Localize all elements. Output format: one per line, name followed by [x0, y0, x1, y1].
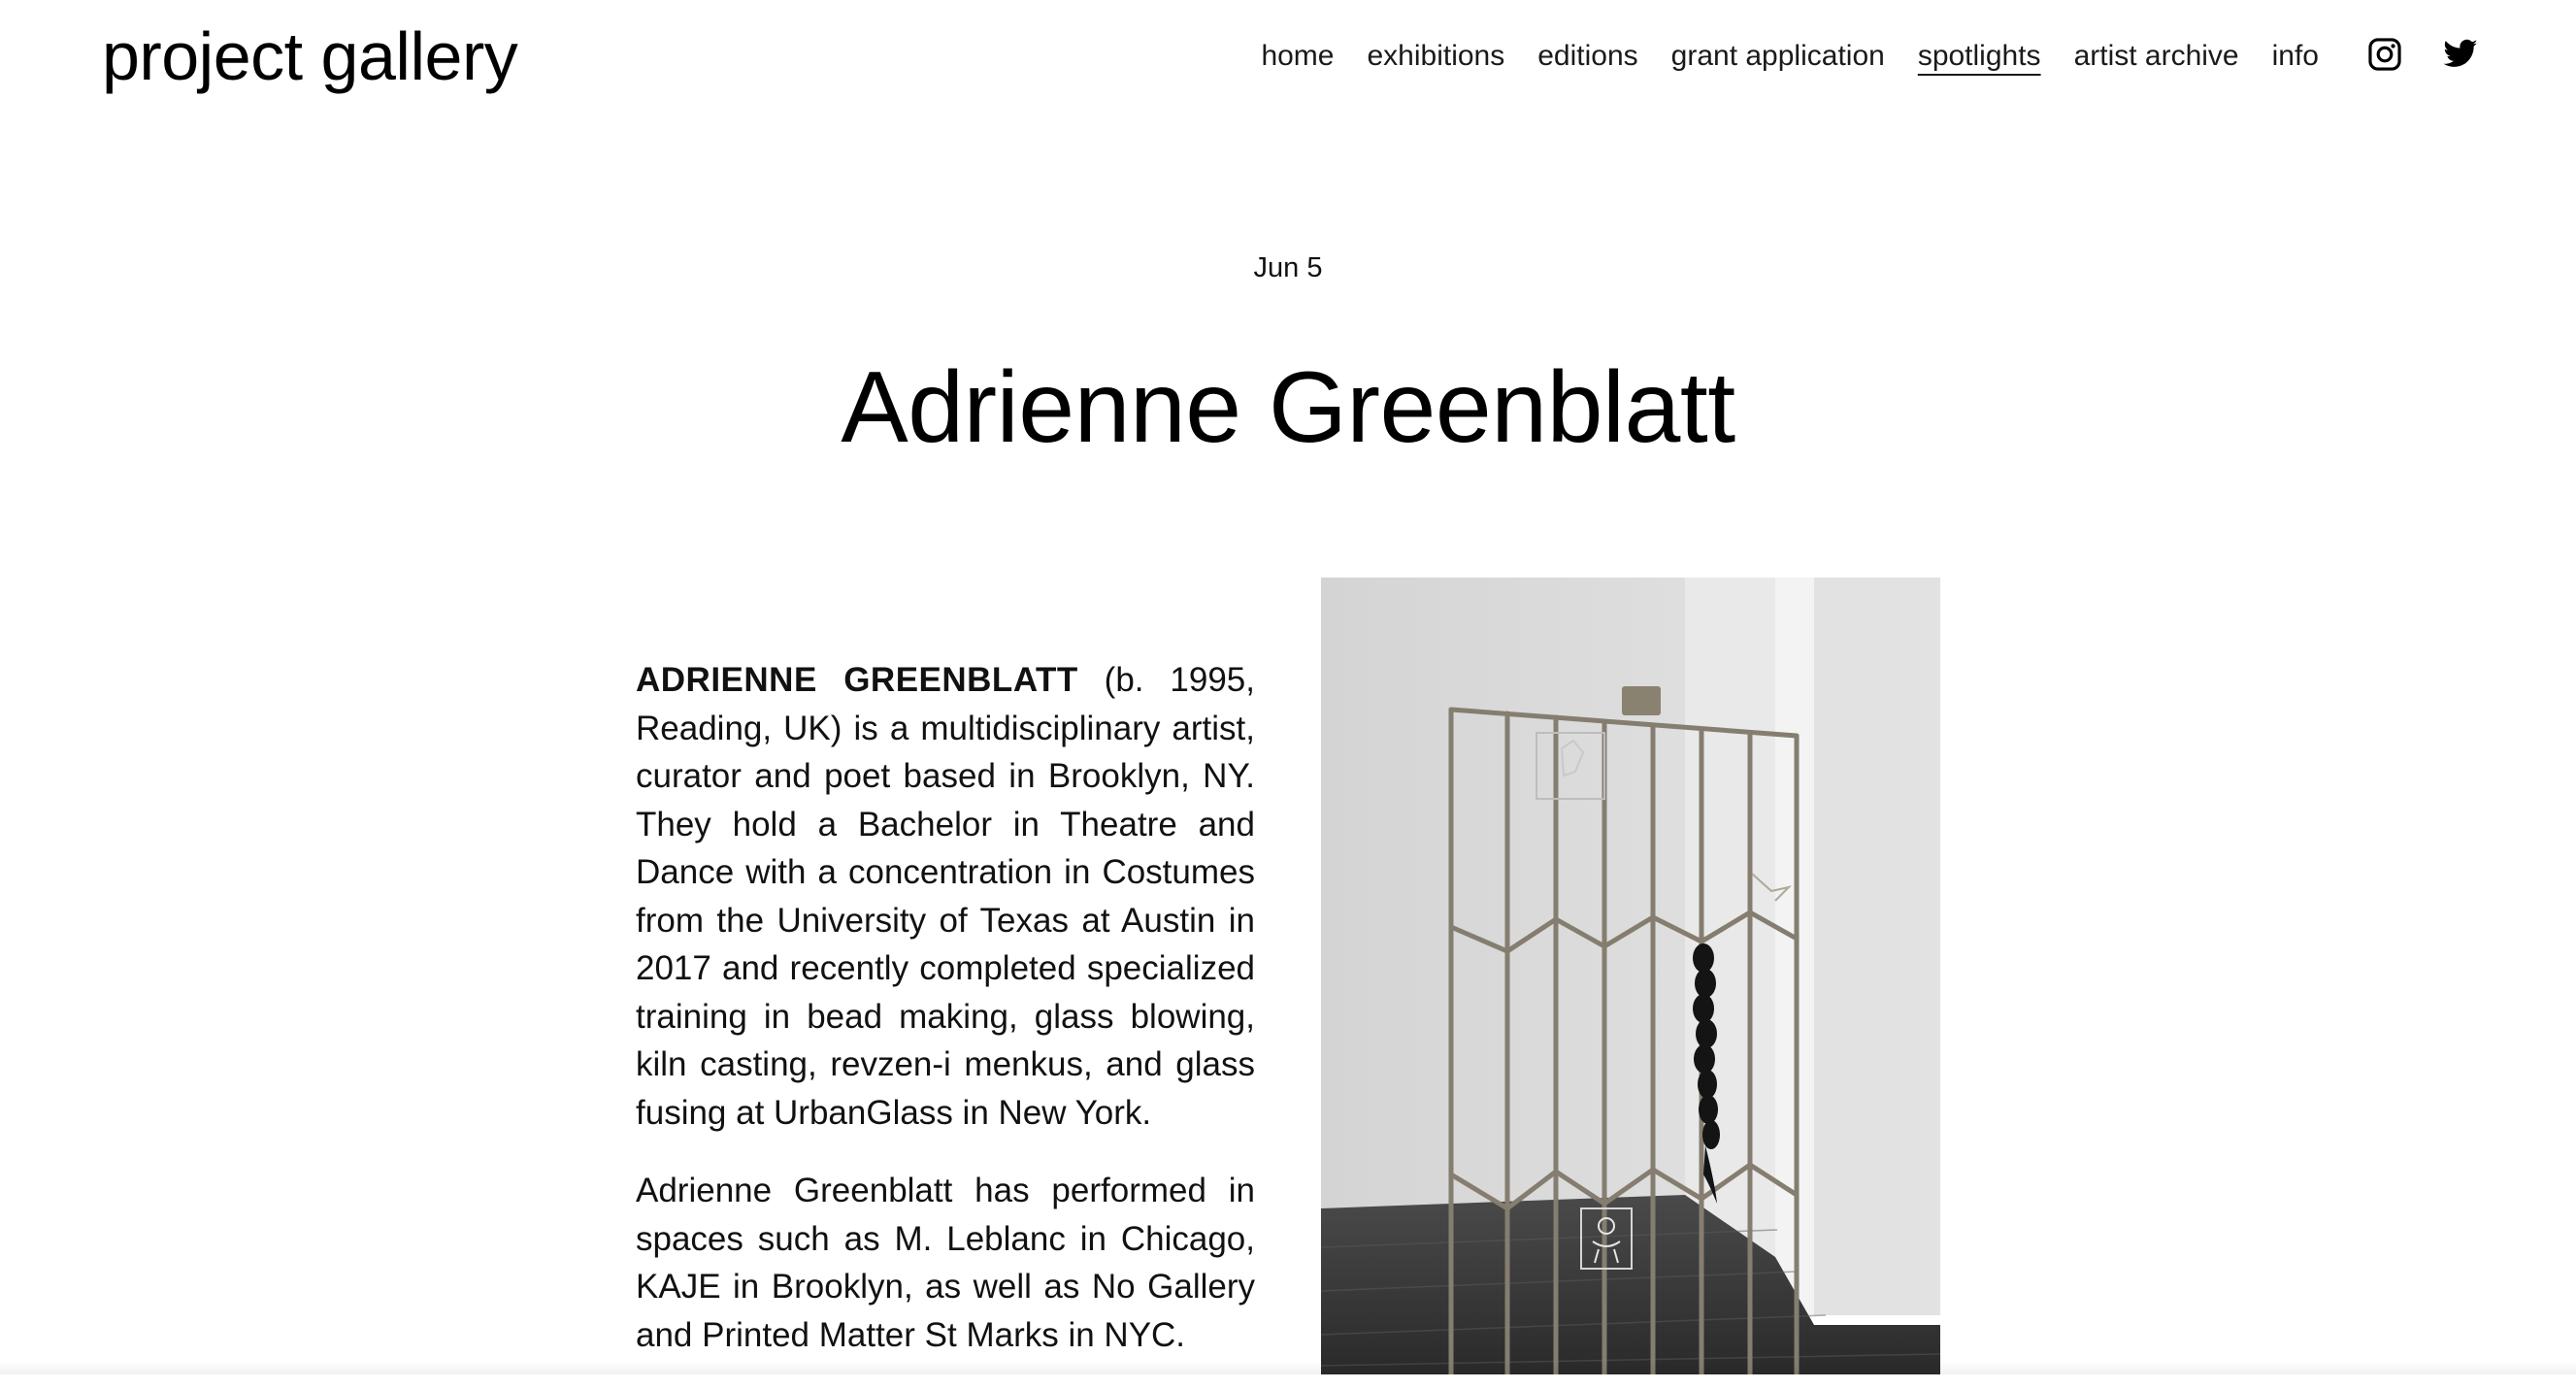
nav-item-spotlights[interactable]: spotlights: [1918, 37, 2041, 76]
site-header: [0, 0, 2576, 116]
social-links: [2366, 36, 2479, 73]
artwork-image: [1321, 578, 1940, 1374]
nav-item-home[interactable]: home: [1261, 37, 1334, 76]
nav-item-grant-application[interactable]: grant application: [1671, 37, 1885, 76]
post-body: [636, 656, 1255, 1389]
exhibition-paragraph: Adrienne Greenblatt has performed in spaces such as M. Leblanc in Chicago, KAJE in Brooklyn, as well as No Gallery and Printed Matter St Marks in NYC.: [636, 1167, 1255, 1359]
twitter-icon[interactable]: [2442, 36, 2479, 73]
post-date: Jun 5: [0, 250, 2576, 285]
post-title: Adrienne Greenblatt: [0, 345, 2576, 471]
bottom-fade: [0, 1361, 2576, 1374]
bio-paragraph: [636, 656, 1255, 1137]
nav-item-exhibitions[interactable]: exhibitions: [1367, 37, 1504, 76]
nav-item-editions[interactable]: editions: [1537, 37, 1637, 76]
artwork-photo: [1321, 578, 1940, 1374]
artist-name: ADRIENNE GREENBLATT: [636, 661, 1078, 699]
nav-item-info[interactable]: info: [2272, 37, 2319, 76]
main-nav: [1261, 37, 2319, 76]
instagram-icon[interactable]: [2366, 36, 2403, 73]
nav-item-artist-archive[interactable]: artist archive: [2074, 37, 2239, 76]
site-title[interactable]: project gallery: [102, 14, 517, 99]
bio-text: (b. 1995, Reading, UK) is a multidisciplinary artist, curator and poet based in Brooklyn, NY. They hold a Bachelor in Theatre and Dance with a concentration in Costumes from the University of Texas at Austin in 2017 and recently completed specialized training in bead making, glass blowing, kiln casting, revzen-i menkus, and glass fusing at UrbanGlass in New York.: [636, 661, 1255, 1132]
